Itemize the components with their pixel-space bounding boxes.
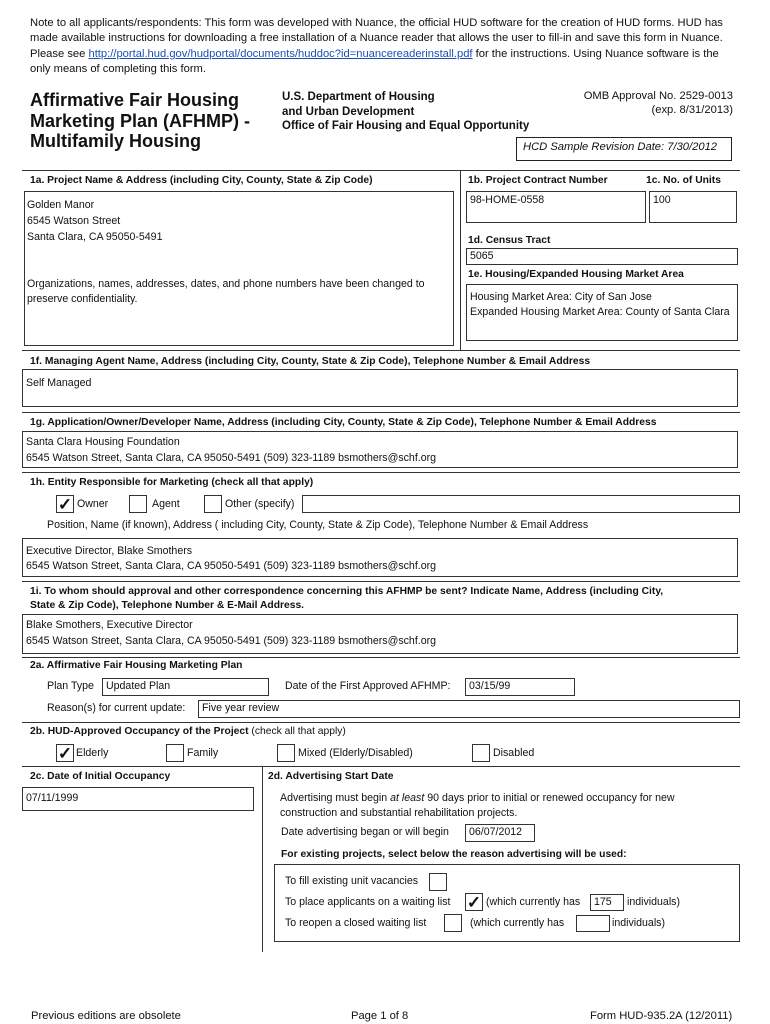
divider xyxy=(262,766,263,952)
managing-agent-field[interactable] xyxy=(22,369,738,407)
divider xyxy=(22,170,740,171)
correspondence-address: 6545 Watson Street, Santa Clara, CA 95050-5491 (509) 323-1189 bsmothers@schf.org xyxy=(26,635,437,647)
reasons-field[interactable]: Five year review xyxy=(198,700,740,718)
divider xyxy=(22,766,740,767)
project-street: 6545 Watson Street xyxy=(27,215,121,227)
expanded-market-area: Expanded Housing Market Area: County of Santa Clara xyxy=(470,306,730,319)
units-field[interactable]: 100 xyxy=(649,191,737,223)
waiting-list-count-field[interactable]: 175 xyxy=(590,894,624,911)
other-checkbox[interactable] xyxy=(204,495,222,513)
label-2c: 2c. Date of Initial Occupancy xyxy=(30,771,171,782)
waiting-list-label: To place applicants on a waiting list xyxy=(285,896,451,908)
managing-agent-value: Self Managed xyxy=(26,377,92,389)
requirement-post: 90 days prior to initial or renewed occupancy for new xyxy=(424,792,675,804)
footer-obsolete: Previous editions are obsolete xyxy=(31,1010,181,1022)
advertising-requirement xyxy=(280,791,730,822)
department-name xyxy=(282,90,582,134)
reasons-label: Reason(s) for current update: xyxy=(47,702,186,714)
reopen-count-field[interactable] xyxy=(576,915,610,932)
label-2b-rest: (check all that apply) xyxy=(248,726,346,737)
dept-line-2: and Urban Development xyxy=(282,105,415,118)
fill-vacancies-label: To fill existing unit vacancies xyxy=(285,875,419,887)
form-title: Affirmative Fair Housing Marketing Plan (AFHMP) - Multifamily Housing xyxy=(30,90,251,151)
family-label: Family xyxy=(187,747,219,759)
omb-number: OMB Approval No. 2529-0013 xyxy=(583,90,733,102)
family-checkbox[interactable] xyxy=(166,744,184,762)
mixed-label: Mixed (Elderly/Disabled) xyxy=(298,747,413,759)
initial-occupancy-field[interactable]: 07/11/1999 xyxy=(22,787,254,811)
requirement-emphasis: at least xyxy=(390,792,425,804)
individuals-1: individuals) xyxy=(627,896,680,908)
nuance-link[interactable]: http://portal.hud.gov/hudportal/documents/huddoc?id=nuancereaderinstall.pdf xyxy=(88,47,473,60)
reopen-list-label: To reopen a closed waiting list xyxy=(285,917,427,929)
applicant-name: Santa Clara Housing Foundation xyxy=(26,436,180,448)
label-1g: 1g. Application/Owner/Developer Name, Address (including City, County, State & Zip Code), Telephone Number & Email Address xyxy=(30,417,657,428)
marketing-contact-address: 6545 Watson Street, Santa Clara, CA 95050-5491 (509) 323-1189 bsmothers@schf.org xyxy=(26,560,437,572)
notice-text: Note to all applicants/respondents: This form was developed with Nuance, the official HUD software for the creation of HUD forms. HUD has made available instructions for downloading a free installation of a Nuance reader that allows the user to fill-in and save this form in Nuance. Please see xyxy=(30,17,723,60)
market-area-text xyxy=(470,290,732,321)
advertising-requirement-line-2: construction and substantial rehabilitation projects. xyxy=(280,807,518,820)
first-approved-label: Date of the First Approved AFHMP: xyxy=(285,680,451,692)
label-2d: 2d. Advertising Start Date xyxy=(268,771,394,782)
contract-number-field[interactable]: 98-HOME-0558 xyxy=(466,191,646,223)
plan-type-label: Plan Type xyxy=(47,680,94,692)
individuals-2: individuals) xyxy=(612,917,665,929)
owner-checkbox[interactable]: ✓ xyxy=(57,495,73,514)
waiting-list-checkbox[interactable]: ✓ xyxy=(466,893,482,912)
elderly-label: Elderly xyxy=(76,747,109,759)
divider xyxy=(22,412,740,413)
correspondence-name: Blake Smothers, Executive Director xyxy=(26,619,193,631)
advertising-date-field[interactable]: 06/07/2012 xyxy=(465,824,535,842)
advertising-requirement-line-1 xyxy=(280,791,730,806)
disabled-label: Disabled xyxy=(493,747,535,759)
position-instructions: Position, Name (if known), Address ( including City, County, State & Zip Code), Telephone Number & Email Address xyxy=(47,519,589,531)
notice xyxy=(30,16,730,77)
marketing-contact-name: Executive Director, Blake Smothers xyxy=(26,545,193,557)
which-currently-has-2: (which currently has xyxy=(470,917,565,929)
revision-date: HCD Sample Revision Date: 7/30/2012 xyxy=(516,137,732,161)
owner-label: Owner xyxy=(77,498,109,510)
label-1i-cont: State & Zip Code), Telephone Number & E-Mail Address. xyxy=(30,600,305,611)
census-tract-field[interactable]: 5065 xyxy=(466,248,738,265)
project-name: Golden Manor xyxy=(27,199,95,211)
applicant-address: 6545 Watson Street, Santa Clara, CA 95050-5491 (509) 323-1189 bsmothers@schf.org xyxy=(26,452,437,464)
other-specify-field[interactable] xyxy=(302,495,740,513)
other-label: Other (specify) xyxy=(225,498,295,510)
label-1f: 1f. Managing Agent Name, Address (including City, County, State & Zip Code), Telephone Number & Email Address xyxy=(30,356,591,367)
label-1h: 1h. Entity Responsible for Marketing (check all that apply) xyxy=(30,477,314,488)
plan-type-field[interactable]: Updated Plan xyxy=(102,678,269,696)
dept-line-1: U.S. Department of Housing xyxy=(282,91,435,103)
requirement-pre: Advertising must begin xyxy=(280,792,391,804)
advertising-date-label: Date advertising began or will begin xyxy=(281,826,449,838)
housing-market-area: Housing Market Area: City of San Jose xyxy=(470,291,652,303)
notice-text-end: for the instructions. Using Nuance software is the only means of completing this form. xyxy=(30,47,719,75)
label-2b-bold: 2b. HUD-Approved Occupancy of the Project xyxy=(30,726,249,737)
divider xyxy=(460,170,461,350)
divider xyxy=(22,722,740,723)
divider xyxy=(22,581,740,582)
label-1i: 1i. To whom should approval and other correspondence concerning this AFHMP be sent? Indicate Name, Address (including City, xyxy=(30,586,664,597)
label-2b xyxy=(30,724,346,739)
reopen-list-checkbox[interactable] xyxy=(444,914,462,932)
agent-checkbox[interactable] xyxy=(129,495,147,513)
omb-approval xyxy=(584,90,733,117)
divider xyxy=(22,472,740,473)
label-2a: 2a. Affirmative Fair Housing Marketing Plan xyxy=(30,660,243,671)
existing-projects-label: For existing projects, select below the reason advertising will be used: xyxy=(281,849,627,860)
label-1a: 1a. Project Name & Address (including City, County, State & Zip Code) xyxy=(30,175,373,186)
agent-label: Agent xyxy=(152,498,180,510)
first-approved-field[interactable]: 03/15/99 xyxy=(465,678,575,696)
which-currently-has-1: (which currently has xyxy=(486,896,581,908)
omb-expiration: (exp. 8/31/2013) xyxy=(651,103,733,116)
fill-vacancies-checkbox[interactable] xyxy=(429,873,447,891)
label-1c: 1c. No. of Units xyxy=(646,175,721,186)
label-1b: 1b. Project Contract Number xyxy=(468,175,608,186)
project-city: Santa Clara, CA 95050-5491 xyxy=(27,231,163,243)
disabled-checkbox[interactable] xyxy=(472,744,490,762)
elderly-checkbox[interactable]: ✓ xyxy=(57,744,73,763)
label-1d: 1d. Census Tract xyxy=(468,235,551,246)
divider xyxy=(22,657,740,658)
divider xyxy=(22,350,740,351)
mixed-checkbox[interactable] xyxy=(277,744,295,762)
confidentiality-note: Organizations, names, addresses, dates, and phone numbers have been changed to preserve confidentiality. xyxy=(27,278,425,306)
page-number: Page 1 of 8 xyxy=(351,1010,409,1022)
dept-line-3: Office of Fair Housing and Equal Opportunity xyxy=(282,120,530,132)
label-1e: 1e. Housing/Expanded Housing Market Area xyxy=(468,269,684,280)
form-number: Form HUD-935.2A (12/2011) xyxy=(590,1010,733,1022)
